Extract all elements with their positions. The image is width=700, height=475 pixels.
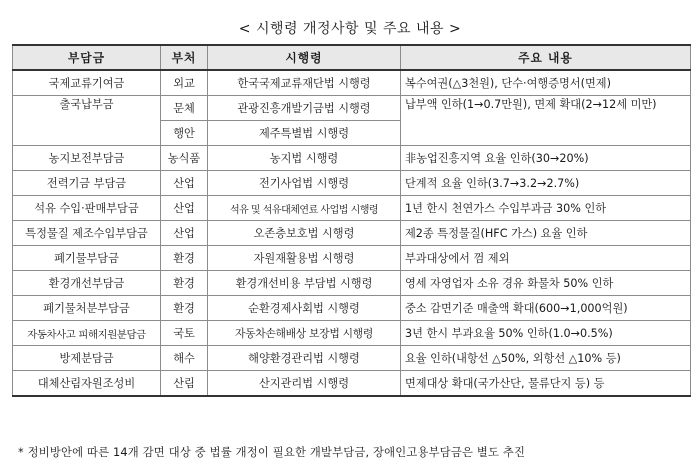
table-row [13,70,691,96]
amendment-table [12,44,691,397]
decree-name: 환경개선비용 부담법 시행령 [208,271,401,296]
decree-name: 제주특별법 시행령 [208,121,401,146]
decree-name: 순환경제사회법 시행령 [208,296,401,321]
main-content: 복수여권(△3천원), 단수·여행증명서(면제) [401,70,691,96]
levy-name: 환경개선부담금 [13,271,161,296]
main-content: 제2종 특정물질(HFC 가스) 요율 인하 [401,221,691,246]
table-row [13,296,691,321]
levy-name: 폐기물부담금 [13,246,161,271]
levy-name: 폐기물처분부담금 [13,296,161,321]
table-row [13,321,691,346]
levy-name: 대체산림자원조성비 [13,371,161,397]
ministry: 해수 [161,346,208,371]
header-decree: 시행령 [208,45,401,70]
table-row [13,346,691,371]
ministry: 환경 [161,296,208,321]
decree-name: 자원재활용법 시행령 [208,246,401,271]
ministry: 국토 [161,321,208,346]
table-row [13,171,691,196]
ministry: 산림 [161,371,208,397]
levy-name: 전력기금 부담금 [13,171,161,196]
table-row [13,196,691,221]
levy-name: 출국납부금 [13,96,161,146]
header-ministry: 부처 [161,45,208,70]
main-content: 非농업진흥지역 요율 인하(30→20%) [401,146,691,171]
levy-name: 방제분담금 [13,346,161,371]
decree-name: 관광진흥개발기금법 시행령 [208,96,401,121]
main-content: 납부액 인하(1→0.7만원), 면제 확대(2→12세 미만) [401,96,691,146]
levy-name: 석유 수입·판매부담금 [13,196,161,221]
footnote: * 정비방안에 따른 14개 감면 대상 중 법률 개정이 필요한 개발부담금, 장애인고용부담금은 별도 추진 [18,446,526,459]
main-content: 3년 한시 부과요율 50% 인하(1.0→0.5%) [401,321,691,346]
main-content: 단계적 요율 인하(3.7→3.2→2.7%) [401,171,691,196]
table-row [13,246,691,271]
main-content: 1년 한시 천연가스 수입부과금 30% 인하 [401,196,691,221]
levy-name: 국제교류기여금 [13,70,161,96]
decree-name: 한국국제교류재단법 시행령 [208,70,401,96]
ministry: 환경 [161,246,208,271]
table-row [13,146,691,171]
main-content: 중소 감면기준 매출액 확대(600→1,000억원) [401,296,691,321]
table-row [13,96,691,121]
table-row [13,271,691,296]
main-content: 면제대상 확대(국가산단, 물류단지 등) 등 [401,371,691,397]
ministry: 농식품 [161,146,208,171]
header-content: 주요 내용 [401,45,691,70]
ministry: 행안 [161,121,208,146]
levy-name: 자동차사고 피해지원분담금 [13,321,161,346]
decree-name: 석유 및 석유대체연료 사업법 시행령 [208,196,401,221]
ministry: 환경 [161,271,208,296]
ministry: 산업 [161,196,208,221]
levy-name: 농지보전부담금 [13,146,161,171]
main-content: 요율 인하(내항선 △50%, 외항선 △10% 등) [401,346,691,371]
table-header-row [13,45,691,70]
ministry: 산업 [161,171,208,196]
decree-name: 전기사업법 시행령 [208,171,401,196]
decree-name: 농지법 시행령 [208,146,401,171]
decree-name: 해양환경관리법 시행령 [208,346,401,371]
table-row [13,221,691,246]
table-row [13,371,691,397]
main-content: 부과대상에서 껌 제외 [401,246,691,271]
header-levy: 부담금 [13,45,161,70]
decree-name: 산지관리법 시행령 [208,371,401,397]
ministry: 문체 [161,96,208,121]
page-title: < 시행령 개정사항 및 주요 내용 > [238,21,462,37]
ministry: 외교 [161,70,208,96]
decree-name: 자동차손해배상 보장법 시행령 [208,321,401,346]
levy-name: 특정물질 제조수입부담금 [13,221,161,246]
decree-name: 오존층보호법 시행령 [208,221,401,246]
ministry: 산업 [161,221,208,246]
main-content: 영세 자영업자 소유 경유 화물차 50% 인하 [401,271,691,296]
